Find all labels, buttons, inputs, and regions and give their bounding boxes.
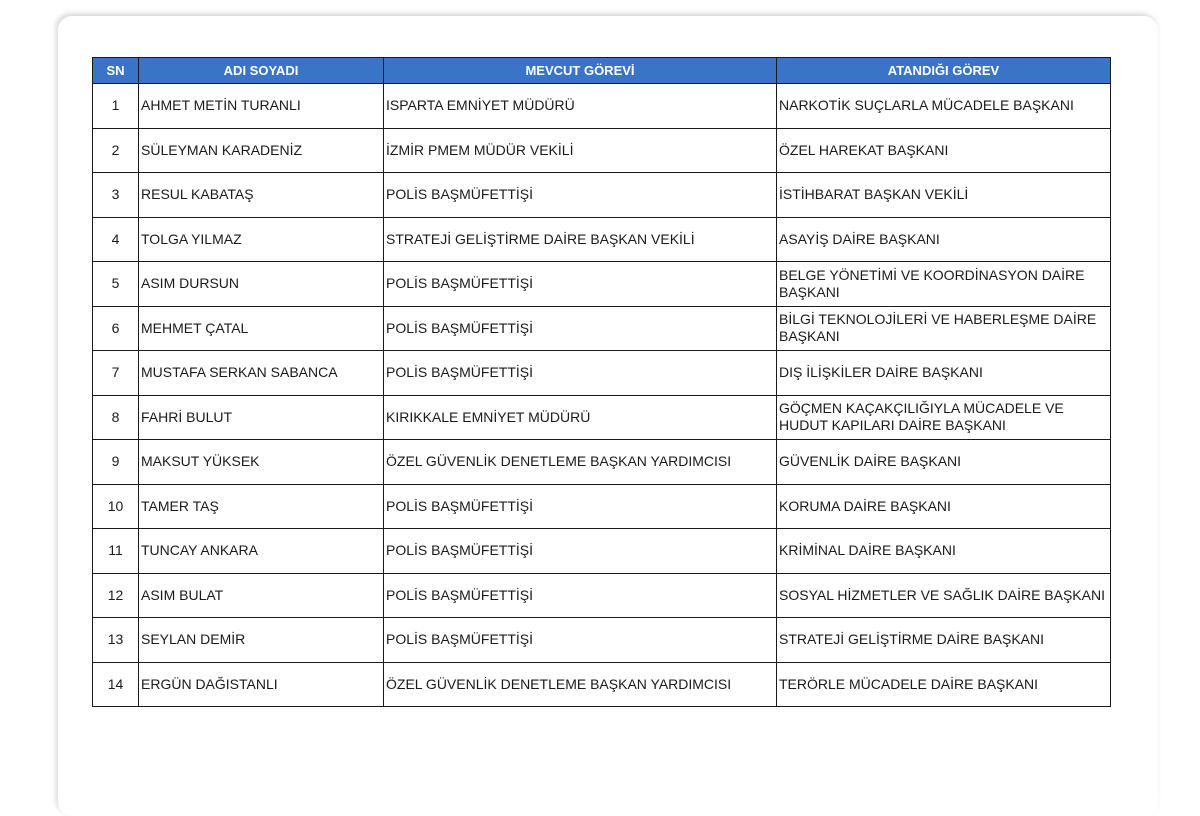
row-assigned-duty: SOSYAL HİZMETLER VE SAĞLIK DAİRE BAŞKANI bbox=[777, 573, 1111, 618]
row-current-duty: POLİS BAŞMÜFETTİŞİ bbox=[384, 618, 777, 663]
row-current-duty: KIRIKKALE EMNİYET MÜDÜRÜ bbox=[384, 395, 777, 440]
row-assigned-duty: İSTİHBARAT BAŞKAN VEKİLİ bbox=[777, 173, 1111, 218]
row-current-duty: STRATEJİ GELİŞTİRME DAİRE BAŞKAN VEKİLİ bbox=[384, 217, 777, 262]
row-assigned-duty: GÖÇMEN KAÇAKÇILIĞIYLA MÜCADELE VE HUDUT KAPILARI DAİRE BAŞKANI bbox=[777, 395, 1111, 440]
row-sn: 9 bbox=[93, 440, 139, 485]
header-current-duty: MEVCUT GÖREVİ bbox=[384, 58, 777, 84]
row-assigned-duty: DIŞ İLİŞKİLER DAİRE BAŞKANI bbox=[777, 351, 1111, 396]
row-current-duty: POLİS BAŞMÜFETTİŞİ bbox=[384, 351, 777, 396]
row-assigned-duty: KORUMA DAİRE BAŞKANI bbox=[777, 484, 1111, 529]
row-name: SEYLAN DEMİR bbox=[139, 618, 384, 663]
row-sn: 2 bbox=[93, 128, 139, 173]
table-row bbox=[93, 618, 1111, 663]
row-current-duty: POLİS BAŞMÜFETTİŞİ bbox=[384, 262, 777, 307]
table-row bbox=[93, 573, 1111, 618]
table-row bbox=[93, 84, 1111, 129]
row-name: TAMER TAŞ bbox=[139, 484, 384, 529]
row-sn: 4 bbox=[93, 217, 139, 262]
row-assigned-duty: ASAYİŞ DAİRE BAŞKANI bbox=[777, 217, 1111, 262]
row-current-duty: ISPARTA EMNİYET MÜDÜRÜ bbox=[384, 84, 777, 129]
row-name: MAKSUT YÜKSEK bbox=[139, 440, 384, 485]
row-assigned-duty: KRİMİNAL DAİRE BAŞKANI bbox=[777, 529, 1111, 574]
row-sn: 5 bbox=[93, 262, 139, 307]
row-current-duty: POLİS BAŞMÜFETTİŞİ bbox=[384, 173, 777, 218]
table-row bbox=[93, 262, 1111, 307]
row-assigned-duty: ÖZEL HAREKAT BAŞKANI bbox=[777, 128, 1111, 173]
row-assigned-duty: BELGE YÖNETİMİ VE KOORDİNASYON DAİRE BAŞKANI bbox=[777, 262, 1111, 307]
row-name: MEHMET ÇATAL bbox=[139, 306, 384, 351]
row-name: ASIM BULAT bbox=[139, 573, 384, 618]
row-sn: 6 bbox=[93, 306, 139, 351]
table-row bbox=[93, 351, 1111, 396]
row-current-duty: POLİS BAŞMÜFETTİŞİ bbox=[384, 573, 777, 618]
row-assigned-duty: NARKOTİK SUÇLARLA MÜCADELE BAŞKANI bbox=[777, 84, 1111, 129]
row-current-duty: ÖZEL GÜVENLİK DENETLEME BAŞKAN YARDIMCISI bbox=[384, 662, 777, 707]
row-sn: 7 bbox=[93, 351, 139, 396]
row-assigned-duty: TERÖRLE MÜCADELE DAİRE BAŞKANI bbox=[777, 662, 1111, 707]
header-sn: SN bbox=[93, 58, 139, 84]
table-row bbox=[93, 173, 1111, 218]
table-row bbox=[93, 440, 1111, 485]
row-name: ERGÜN DAĞISTANLI bbox=[139, 662, 384, 707]
row-sn: 1 bbox=[93, 84, 139, 129]
row-sn: 10 bbox=[93, 484, 139, 529]
table-row bbox=[93, 217, 1111, 262]
row-name: FAHRİ BULUT bbox=[139, 395, 384, 440]
row-name: TOLGA YILMAZ bbox=[139, 217, 384, 262]
row-assigned-duty: BİLGİ TEKNOLOJİLERİ VE HABERLEŞME DAİRE BAŞKANI bbox=[777, 306, 1111, 351]
row-current-duty: POLİS BAŞMÜFETTİŞİ bbox=[384, 529, 777, 574]
appointments-table bbox=[92, 57, 1111, 707]
header-name: ADI SOYADI bbox=[139, 58, 384, 84]
table-row bbox=[93, 484, 1111, 529]
header-assigned-duty: ATANDIĞI GÖREV bbox=[777, 58, 1111, 84]
row-assigned-duty: GÜVENLİK DAİRE BAŞKANI bbox=[777, 440, 1111, 485]
row-sn: 14 bbox=[93, 662, 139, 707]
table-header-row bbox=[93, 58, 1111, 84]
table-row bbox=[93, 529, 1111, 574]
row-sn: 13 bbox=[93, 618, 139, 663]
row-assigned-duty: STRATEJİ GELİŞTİRME DAİRE BAŞKANI bbox=[777, 618, 1111, 663]
table-row bbox=[93, 395, 1111, 440]
row-name: MUSTAFA SERKAN SABANCA bbox=[139, 351, 384, 396]
table-row bbox=[93, 662, 1111, 707]
row-current-duty: ÖZEL GÜVENLİK DENETLEME BAŞKAN YARDIMCISI bbox=[384, 440, 777, 485]
row-current-duty: POLİS BAŞMÜFETTİŞİ bbox=[384, 306, 777, 351]
row-sn: 11 bbox=[93, 529, 139, 574]
row-sn: 8 bbox=[93, 395, 139, 440]
row-current-duty: İZMİR PMEM MÜDÜR VEKİLİ bbox=[384, 128, 777, 173]
row-name: AHMET METİN TURANLI bbox=[139, 84, 384, 129]
row-sn: 3 bbox=[93, 173, 139, 218]
row-name: RESUL KABATAŞ bbox=[139, 173, 384, 218]
table-row bbox=[93, 128, 1111, 173]
row-current-duty: POLİS BAŞMÜFETTİŞİ bbox=[384, 484, 777, 529]
table-row bbox=[93, 306, 1111, 351]
row-name: TUNCAY ANKARA bbox=[139, 529, 384, 574]
row-name: SÜLEYMAN KARADENİZ bbox=[139, 128, 384, 173]
row-sn: 12 bbox=[93, 573, 139, 618]
row-name: ASIM DURSUN bbox=[139, 262, 384, 307]
